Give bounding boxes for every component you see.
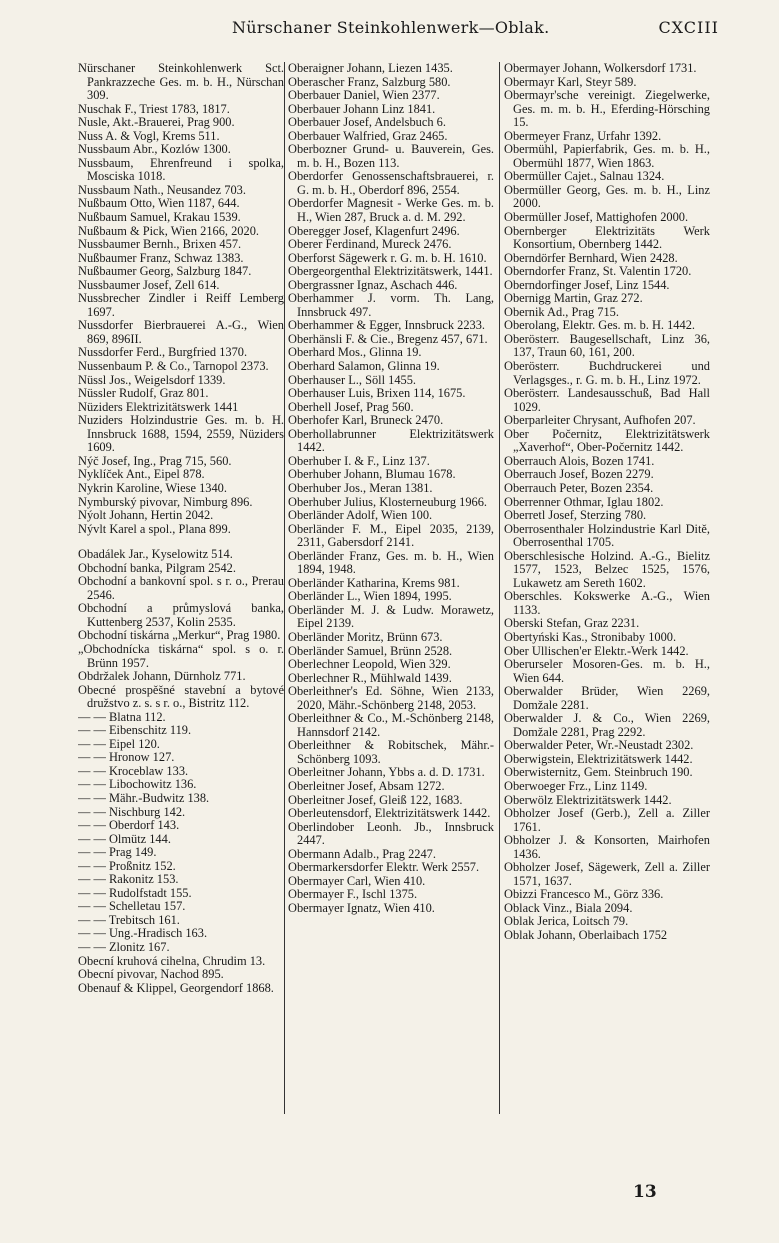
directory-entry: Nürschaner Steinkohlenwerk Sct. Pankrazzeche Ges. m. b. H., Nürschan 309. (78, 62, 284, 103)
directory-entry: Oberrauch Josef, Bozen 2279. (504, 467, 654, 482)
directory-entry: Oberländer Adolf, Wien 100. (288, 508, 433, 523)
directory-entry: Oberbozner Grund- u. Bauverein, Ges. m. b. H., Bozen 113. (288, 142, 494, 170)
directory-entry: — — Eibenschitz 119. (78, 723, 192, 738)
directory-entry: — — Blatna 112. (78, 709, 166, 724)
directory-entry: Oberwisternitz, Gem. Steinbruch 190. (504, 765, 693, 780)
directory-entry: Obermayr Karl, Steyr 589. (504, 74, 637, 89)
directory-entry: Obertyński Kas., Stronibaby 1000. (504, 629, 677, 644)
directory-entry: Nussdorfer Bierbrauerei A.-G., Wien 869, 896II. (78, 318, 284, 346)
directory-entry: Oberrauch Alois, Bozen 1741. (504, 453, 655, 468)
directory-entry: Oberparleiter Chrysant, Aufhofen 207. (504, 413, 696, 428)
directory-entry: — — Mähr.-Budwitz 138. (78, 790, 210, 805)
directory-entry: Oberländer Franz, Ges. m. b. H., Wien 1894, 1948. (288, 548, 494, 577)
directory-entry: Oberbauer Johann Linz 1841. (288, 101, 436, 116)
directory-entry: — — Schelletau 157. (78, 899, 186, 914)
directory-entry: Oberer Ferdinand, Mureck 2476. (288, 237, 452, 252)
directory-entry: Oberhammer J. vorm. Th. Lang, Innsbruck 497. (288, 291, 494, 319)
directory-entry: Obizzi Francesco M., Görz 336. (504, 887, 664, 902)
directory-entry: Oberschles. Kokswerke A.-G., Wien 1133. (504, 589, 710, 617)
column-3 (504, 62, 710, 1122)
directory-entry: Oberwalder Brüder, Wien 2269, Domžale 2281. (504, 684, 710, 712)
directory-entry: Oberurseler Mosoren-Ges. m. b. H., Wien 644. (504, 657, 710, 685)
directory-entry: Oberwalder J. & Co., Wien 2269, Domžale 2281, Prag 2292. (504, 711, 710, 739)
directory-entry: Nußbaumer Georg, Salzburg 1847. (78, 264, 252, 279)
directory-entry: Oberrenner Othmar, Iglau 1802. (504, 494, 664, 509)
directory-entry: Oblak Jerica, Loitsch 79. (504, 914, 629, 929)
directory-entry: Oberhell Josef, Prag 560. (288, 399, 414, 414)
directory-entry: Oberrosenthaler Holzindustrie Karl Ditě, Oberrosenthal 1705. (504, 521, 710, 550)
directory-entry: Nußbaum Otto, Wien 1187, 644. (78, 196, 240, 211)
directory-entry: Oberwölz Elektrizitätswerk 1442. (504, 792, 672, 807)
directory-entry: — — Proßnitz 152. (78, 858, 176, 873)
directory-entry: Obermayer Carl, Wien 410. (288, 873, 426, 888)
directory-entry: Oberleitner Josef, Absam 1272. (288, 778, 445, 793)
directory-entry: Oberdorfer Magnesit - Werke Ges. m. b. H., Wien 287, Bruck a. d. M. 292. (288, 196, 494, 225)
directory-entry: — — Oberdorf 143. (78, 818, 180, 833)
directory-entry: Nuziders Holzindustrie Ges. m. b. H. Innsbruck 1688, 1594, 2559, Nüziders 1609. (78, 413, 284, 455)
page-number: 13 (633, 1182, 657, 1202)
directory-entry: Oberhard Mos., Glinna 19. (288, 345, 422, 360)
directory-entry: Oberhofer Karl, Bruneck 2470. (288, 413, 444, 428)
directory-entry: Obholzer Josef (Gerb.), Zell a. Ziller 1761. (504, 806, 710, 834)
directory-entry: Oberlechner R., Mühlwald 1439. (288, 670, 452, 685)
directory-entry: — — Nischburg 142. (78, 804, 186, 819)
directory-entry: — — Olmütz 144. (78, 831, 171, 846)
directory-entry: Oberndorfer Franz, St. Valentin 1720. (504, 264, 692, 279)
directory-entry: Obchodní a bankovní spol. s r. o., Prerau 2546. (78, 574, 284, 602)
directory-entry: Obecní kruhová cihelna, Chrudim 13. (78, 953, 266, 968)
directory-entry: Oberforst Sägewerk r. G. m. b. H. 1610. (288, 250, 487, 265)
directory-entry: Oberleithner & Co., M.-Schönberg 2148, Hannsdorf 2142. (288, 711, 494, 739)
column-divider (284, 62, 285, 1114)
directory-entry: Oberhollabrunner Elektrizitätswerk 1442. (288, 426, 494, 455)
directory-entry: Oberndörfer Bernhard, Wien 2428. (504, 250, 678, 265)
directory-entry: Oberlindober Leonh. Jb., Innsbruck 2447. (288, 819, 494, 848)
directory-entry: Obermayer F., Ischl 1375. (288, 887, 418, 902)
column-divider (499, 62, 500, 1114)
directory-entry: „Obchodnícka tiskárna“ spol. s o. r. Brünn 1957. (78, 641, 284, 670)
directory-entry: Oberaigner Johann, Liezen 1435. (288, 62, 453, 75)
roman-page-number: CXCIII (658, 18, 719, 37)
directory-entry: Oberhauser L., Söll 1455. (288, 372, 417, 387)
directory-entry: Nußbaumer Franz, Schwaz 1383. (78, 250, 244, 265)
directory-entry: Obchodní a průmyslová banka, Kuttenberg 2537, Kolin 2535. (78, 601, 284, 629)
directory-entry: Oberascher Franz, Salzburg 580. (288, 74, 451, 89)
directory-entry: Oberski Stefan, Graz 2231. (504, 616, 640, 631)
directory-entry: Oberbauer Walfried, Graz 2465. (288, 128, 448, 143)
directory-entry: Oberdorfer Genossenschaftsbrauerei, r. G. m. b. H., Oberdorf 896, 2554. (288, 169, 494, 197)
directory-entry: Nüziders Elektrizitätswerk 1441 (78, 399, 239, 414)
directory-entry: Obecné prospěšné stavební a bytové družstvo z. s. s r. o., Bistritz 112. (78, 682, 284, 711)
directory-entry: Obholzer Josef, Sägewerk, Zell a. Ziller 1571, 1637. (504, 860, 710, 888)
directory-entry: Obenauf & Klippel, Georgendorf 1868. (78, 980, 274, 995)
directory-entry: Oberschlesische Holzind. A.-G., Bielitz 1577, 1523, Belzec 1525, 1576, Lukawetz am Sereth 1602. (504, 548, 710, 590)
directory-entry: Obholzer J. & Konsorten, Mairhofen 1436. (504, 833, 710, 861)
directory-entry: Nusle, Akt.-Brauerei, Prag 900. (78, 115, 235, 130)
directory-entry: Obdržalek Johann, Dürnholz 771. (78, 669, 246, 684)
directory-entry: Oberhammer & Egger, Innsbruck 2233. (288, 318, 486, 333)
directory-entry: Oberländer Samuel, Brünn 2528. (288, 643, 453, 658)
directory-entry: Oberwoeger Frz., Linz 1149. (504, 778, 648, 793)
running-title: Nürschaner Steinkohlenwerk—Oblak. (232, 18, 550, 37)
directory-entry: Oblak Johann, Oberlaibach 1752 (504, 928, 668, 942)
directory-entry: Nussbaum Abr., Kozlów 1300. (78, 142, 231, 157)
directory-entry: Oberösterr. Landesausschuß, Bad Hall 1029. (504, 386, 710, 414)
directory-entry: Oberrauch Peter, Bozen 2354. (504, 480, 654, 495)
directory-entry: Oberlechner Leopold, Wien 329. (288, 657, 451, 672)
directory-entry: Obernik Ad., Prag 715. (504, 304, 619, 319)
directory-entry: Oberländer L., Wien 1894, 1995. (288, 589, 452, 604)
directory-entry: Obermüller Georg, Ges. m. b. H., Linz 2000. (504, 182, 710, 211)
directory-entry: Oberländer Moritz, Brünn 673. (288, 629, 443, 644)
directory-entry: Oberländer Katharina, Krems 981. (288, 575, 460, 590)
directory-entry: Oberhuber Jos., Meran 1381. (288, 480, 433, 495)
directory-entry: Obergrassner Ignaz, Aschach 446. (288, 277, 458, 292)
directory-entry: Obermayer Johann, Wolkersdorf 1731. (504, 62, 697, 75)
directory-entry: Oberhard Salamon, Glinna 19. (288, 359, 440, 374)
directory-entry: Nýolt Johann, Hertin 2042. (78, 508, 214, 523)
directory-entry: Oberbauer Josef, Andelsbuch 6. (288, 115, 446, 130)
column-2 (288, 62, 494, 1122)
directory-entry: — — Ung.-Hradisch 163. (78, 926, 208, 941)
directory-entry: Nykrin Karoline, Wiese 1340. (78, 480, 227, 495)
directory-entry: — — Eipel 120. (78, 736, 160, 751)
directory-entry: Obernberger Elektrizitäts Werk Konsortium, Obernberg 1442. (504, 223, 710, 252)
directory-entry: Nüssl Jos., Weigelsdorf 1339. (78, 372, 226, 387)
directory-entry: — — Hronow 127. (78, 750, 175, 765)
directory-entry: Oberwigstein, Elektrizitätswerk 1442. (504, 751, 693, 766)
directory-entry: — — Zlonitz 167. (78, 940, 170, 954)
directory-entry: Nussbaum Nath., Neusandez 703. (78, 182, 246, 197)
directory-entry: Oberländer M. J. & Ludw. Morawetz, Eipel 2139. (288, 602, 494, 631)
directory-entry: Oberleitner Josef, Gleiß 122, 1683. (288, 792, 463, 807)
directory-entry: Ober Ullischen'er Elektr.-Werk 1442. (504, 643, 689, 658)
directory-entry: Oberndorfinger Josef, Linz 1544. (504, 277, 670, 292)
directory-entry: Oberleithner's Ed. Söhne, Wien 2133, 2020, Mähr.-Schönberg 2148, 2053. (288, 684, 494, 712)
directory-entry: Nussbaumer Josef, Zell 614. (78, 277, 220, 292)
directory-entry: Nuschak F., Triest 1783, 1817. (78, 101, 230, 116)
directory-entry: Nussbaum, Ehrenfreund i spolka, Mosciska 1018. (78, 155, 284, 184)
column-1 (78, 62, 284, 1122)
directory-entry: Nyklíček Ant., Eipel 878. (78, 467, 205, 482)
directory-entry: Oberhuber I. & F., Linz 137. (288, 453, 430, 468)
directory-entry: — — Prag 149. (78, 845, 157, 860)
directory-entry: Oberhuber Johann, Blumau 1678. (288, 467, 456, 482)
directory-entry: Oberösterr. Baugesellschaft, Linz 36, 137, Traun 60, 161, 200. (504, 331, 710, 360)
directory-entry: — — Libochowitz 136. (78, 777, 197, 792)
directory-entry: — — Trebitsch 161. (78, 912, 180, 927)
directory-entry: Obchodní tiskárna „Merkur“, Prag 1980. (78, 628, 281, 643)
directory-columns (74, 62, 714, 1122)
directory-entry: Oblack Vinz., Biala 2094. (504, 900, 633, 915)
directory-entry: Oberhänsli F. & Cie., Bregenz 457, 671. (288, 331, 488, 346)
directory-entry: Oberretl Josef, Sterzing 780. (504, 508, 647, 523)
directory-entry: Oberolang, Elektr. Ges. m. b. H. 1442. (504, 318, 695, 333)
directory-entry: Oberleutensdorf, Elektrizitätswerk 1442. (288, 806, 491, 821)
directory-entry: Oberleitner Johann, Ybbs a. d. D. 1731. (288, 765, 485, 780)
directory-entry: Nußbaum Samuel, Krakau 1539. (78, 210, 241, 225)
directory-entry: Nussbrecher Zindler i Reiff Lemberg 1697. (78, 291, 284, 319)
directory-entry: Oberländer F. M., Eipel 2035, 2139, 2311, Gabersdorf 2141. (288, 521, 494, 550)
directory-entry: Oberhauser Luis, Brixen 114, 1675. (288, 386, 466, 401)
directory-entry: Nývlt Karel a spol., Plana 899. (78, 521, 231, 536)
page-header (0, 18, 779, 42)
directory-entry: Obecní pivovar, Nachod 895. (78, 967, 224, 982)
directory-entry: Ober Počernitz, Elektrizitätswerk „Xaverhof“, Ober-Počernitz 1442. (504, 426, 710, 455)
directory-entry: Nussenbaum P. & Co., Tarnopol 2373. (78, 359, 269, 374)
directory-entry: Obermarkersdorfer Elektr. Werk 2557. (288, 860, 480, 875)
directory-entry: Nussbaumer Bernh., Brixen 457. (78, 237, 242, 252)
directory-entry: Oberbauer Daniel, Wien 2377. (288, 88, 440, 103)
directory-entry: Nuss A. & Vogl, Krems 511. (78, 128, 220, 143)
directory-entry: Obergeorgenthal Elektrizitätswerk, 1441. (288, 264, 493, 279)
directory-entry: Obernigg Martin, Graz 272. (504, 291, 643, 306)
directory-entry: Nýč Josef, Ing., Prag 715, 560. (78, 453, 232, 468)
directory-entry: Oberösterr. Buchdruckerei und Verlagsges., r. G. m. b. H., Linz 1972. (504, 359, 710, 387)
directory-entry: Obermayr'sche vereinigt. Ziegelwerke, Ges. m. m. b. H., Eferding-Hörsching 15. (504, 88, 710, 130)
directory-entry: — — Rakonitz 153. (78, 872, 179, 887)
directory-entry: Oberegger Josef, Klagenfurt 2496. (288, 223, 460, 238)
directory-entry: Obadálek Jar., Kyselowitz 514. (78, 547, 233, 562)
directory-entry: Nüssler Rudolf, Graz 801. (78, 386, 209, 401)
directory-entry: Obermeyer Franz, Urfahr 1392. (504, 128, 662, 143)
directory-entry: Obermann Adalb., Prag 2247. (288, 846, 436, 861)
directory-entry: Oberwalder Peter, Wr.-Neustadt 2302. (504, 738, 694, 753)
directory-entry: — — Kroceblaw 133. (78, 763, 189, 778)
directory-entry: — — Rudolfstadt 155. (78, 885, 192, 900)
directory-entry: Nußbaum & Pick, Wien 2166, 2020. (78, 223, 259, 238)
directory-entry: Oberleithner & Robitschek, Mähr.-Schönberg 1093. (288, 738, 494, 766)
directory-entry: Nymburský pivovar, Nimburg 896. (78, 494, 253, 509)
directory-entry: Obermayer Ignatz, Wien 410. (288, 900, 435, 915)
directory-entry: Obermühl, Papierfabrik, Ges. m. b. H., Obermühl 1877, Wien 1863. (504, 142, 710, 170)
directory-entry: Obermüller Josef, Mattighofen 2000. (504, 210, 689, 225)
directory-entry: Nussdorfer Ferd., Burgfried 1370. (78, 345, 248, 360)
directory-entry: Obchodní banka, Pilgram 2542. (78, 560, 236, 575)
directory-entry: Obermüller Cajet., Salnau 1324. (504, 169, 665, 184)
directory-entry: Oberhuber Julius, Klosterneuburg 1966. (288, 494, 488, 509)
